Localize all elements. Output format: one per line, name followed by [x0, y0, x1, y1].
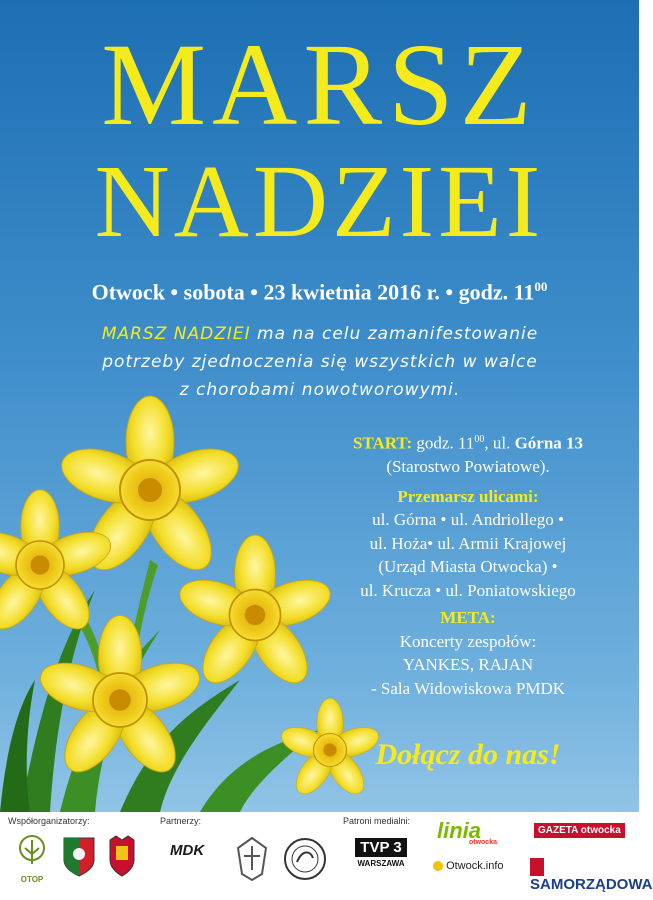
tvp3-city: WARSZAWA	[357, 859, 405, 868]
start-time: godz. 11	[412, 433, 475, 453]
sponsors-footer	[0, 812, 653, 900]
title-line-1: MARSZ	[101, 19, 538, 150]
otop-text: OTOP	[20, 875, 44, 884]
mission-line-3: z chorobami nowotworowymi.	[179, 380, 461, 400]
linia-text: linia	[437, 818, 482, 843]
start-time-sup: 00	[474, 434, 485, 445]
linia-otwocka-logo	[437, 818, 497, 846]
street-line: (Urząd Miasta Otwocka) •	[378, 557, 558, 577]
mission-line-2: potrzeby zjednoczenia się wszystkich w walce	[102, 352, 538, 372]
powiat-coat-of-arms-icon	[62, 836, 96, 878]
shield-icon	[530, 858, 544, 876]
street-line: ul. Krucza • ul. Poniatowskiego	[360, 580, 576, 600]
linia-sub: otwocka	[468, 839, 497, 846]
event-dateline	[0, 279, 639, 305]
street-line: ul. Hoża• ul. Armii Krajowej	[369, 533, 567, 553]
pin-icon	[433, 861, 443, 871]
coorganizers-label: Współorganizatorzy:	[8, 816, 90, 826]
pmdk-text: MDK	[170, 842, 205, 859]
route-info	[300, 428, 636, 700]
tree-icon	[15, 834, 49, 870]
samorzadowa-logo	[530, 858, 653, 893]
samorzadowa-text: SAMORZĄDOWA	[530, 876, 653, 894]
finish-line: Koncerty zespołów:	[399, 631, 537, 651]
start-place: (Starostwo Powiatowe).	[386, 457, 550, 477]
tvp3-logo	[350, 838, 412, 868]
mission-line-1: ma na celu zamanifestowanie	[250, 324, 539, 344]
otwock-info-text: Otwock.info	[446, 860, 504, 872]
otop-logo	[12, 834, 52, 884]
city-coat-of-arms-icon	[104, 834, 140, 878]
start-line	[300, 428, 636, 455]
mission-highlight: MARSZ NADZIEI	[101, 324, 251, 344]
street-line: ul. Górna • ul. Andriollego •	[372, 510, 564, 530]
march-label: Przemarsz ulicami:	[397, 486, 539, 506]
start-label: START:	[352, 433, 413, 453]
gazeta-otwocka-logo	[534, 820, 625, 838]
scouts-emblem-icon	[232, 834, 272, 884]
dateline-sup: 00	[534, 279, 548, 294]
finish-line: YANKES, RAJAN	[402, 655, 534, 675]
orchestra-emblem-icon	[282, 836, 328, 882]
finish-line: - Sala Widowiskowa PMDK	[370, 678, 566, 698]
start-text-2: , ul.	[484, 433, 515, 453]
media-label: Patroni medialni:	[343, 816, 411, 826]
otwock-info-logo	[433, 860, 513, 872]
dateline-text: Otwock • sobota • 23 kwietnia 2016 r. • godz. 11	[91, 279, 535, 305]
start-street: Górna 13	[514, 433, 584, 453]
join-us-slogan: Dołącz do nas!	[375, 738, 561, 771]
tvp3-text: TVP 3	[355, 838, 406, 857]
finish-label: META:	[440, 608, 496, 628]
title-line-2: NADZIEI	[94, 144, 545, 259]
gazeta-text: GAZETA otwocka	[534, 823, 625, 838]
partners-label: Partnerzy:	[160, 816, 202, 826]
pmdk-logo	[170, 842, 230, 859]
